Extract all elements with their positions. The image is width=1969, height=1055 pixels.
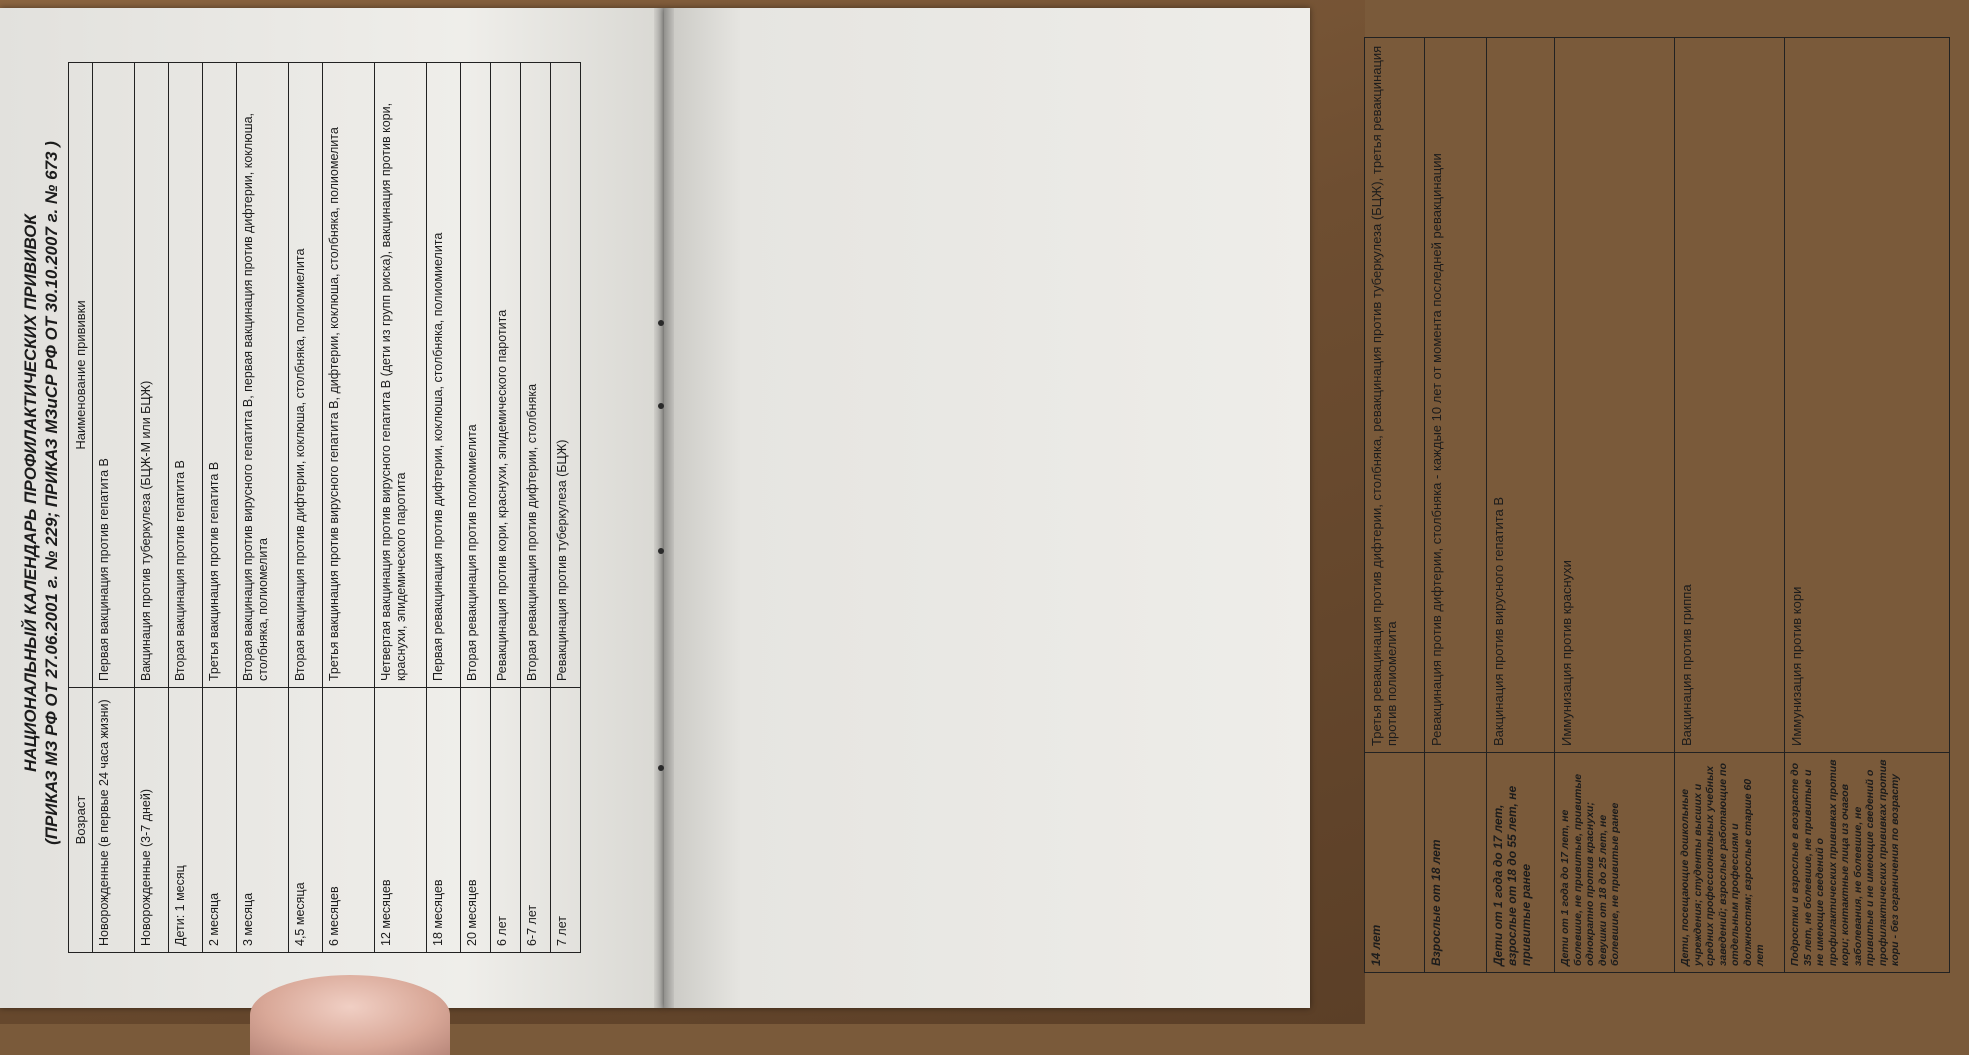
column-header-age: Возраст: [69, 688, 93, 953]
age-cell: Подростки и взрослые в возрасте до 35 лет, не болевшие, не привитые и не имеющие сведений о профилактических прививках против кори; контактные лица из очагов заболевания, не болевшие, не привитые и не имеющие сведений о профилактических прививках против кори - без ограничения по возрасту: [1785, 753, 1950, 973]
booklet-spine: [654, 8, 674, 1008]
left-page: [0, 8, 664, 1008]
vaccine-cell: Вторая вакцинация против дифтерии, коклюша, столбняка, полиомиелита: [289, 63, 323, 688]
age-cell: Дети от 1 года до 17 лет, взрослые от 18 до 55 лет, не привитые ранее: [1487, 753, 1555, 973]
calendar-header: [20, 53, 62, 933]
vaccination-booklet: [0, 8, 1901, 1013]
vaccine-cell: Вторая вакцинация против вирусного гепатита В, первая вакцинация против дифтерии, коклюша, столбняка, полиомелита: [237, 63, 289, 688]
header-order-reference: (ПРИКАЗ МЗ РФ ОТ 27.06.2001 г. № 229; ПРИКАЗ МЗиСР РФ ОТ 30.10.2007 г. № 673 ): [42, 141, 61, 845]
table-header-row: [69, 63, 93, 953]
vaccine-cell: Третья ревакцинация против дифтерии, столбняка, ревакцинация против туберкулеза (БЦЖ), третья ревакцинация против полиомелита: [1365, 38, 1425, 753]
table-row: [289, 63, 323, 953]
thumb: [250, 975, 450, 1055]
table-row: [1785, 38, 1950, 973]
vaccine-cell: Вторая ревакцинация против полиомиелита: [461, 63, 491, 688]
table-row: [203, 63, 237, 953]
table-row: [1675, 38, 1785, 973]
age-cell: 14 лет: [1365, 753, 1425, 973]
table-row: [551, 63, 581, 953]
table-row: [323, 63, 375, 953]
vaccine-cell: Третья вакцинация против вирусного гепатита В, дифтерии, коклюша, столбняка, полиомелита: [323, 63, 375, 688]
age-cell: 18 месяцев: [427, 688, 461, 953]
age-cell: Дети от 1 года до 17 лет, не болевшие, не привитые, привитые однократно против краснухи; девушки от 18 до 25 лет, не болевшие, не привитые ранее: [1555, 753, 1675, 973]
header-title: НАЦИОНАЛЬНЫЙ КАЛЕНДАРЬ ПРОФИЛАКТИЧЕСКИХ ПРИВИВОК: [21, 214, 40, 772]
left-page-content: [20, 38, 660, 983]
age-cell: 6-7 лет: [521, 688, 551, 953]
staple: [658, 320, 664, 326]
age-cell: 6 лет: [491, 688, 521, 953]
age-cell: Взрослые от 18 лет: [1425, 753, 1487, 973]
age-cell: Дети: 1 месяц: [169, 688, 203, 953]
table-row: [375, 63, 427, 953]
vaccine-cell: Третья вакцинация против гепатита В: [203, 63, 237, 688]
vaccine-cell: Ревакцинация против туберкулеза (БЦЖ): [551, 63, 581, 688]
vaccine-cell: Вакцинация против гриппа: [1675, 38, 1785, 753]
vaccine-cell: Вакцинация против туберкулеза (БЦЖ-М или БЦЖ): [135, 63, 169, 688]
table-row: [1365, 38, 1425, 973]
age-cell: Дети, посещающие дошкольные учреждения; студенты высших и средних профессиональных учебных заведений; взрослые работающие по отдельным профессиям и должностям; взрослые старше 60 лет: [1675, 753, 1785, 973]
staple: [658, 548, 664, 554]
table-row: [491, 63, 521, 953]
age-cell: 6 месяцев: [323, 688, 375, 953]
vaccine-cell: Вторая вакцинация против гепатита В: [169, 63, 203, 688]
age-cell: 3 месяца: [237, 688, 289, 953]
age-cell: 20 месяцев: [461, 688, 491, 953]
right-page: [664, 8, 1901, 1008]
vaccine-cell: Первая ревакцинация против дифтерии, коклюша, столбняка, полиомиелита: [427, 63, 461, 688]
table-row: [521, 63, 551, 953]
age-cell: 2 месяца: [203, 688, 237, 953]
table-row: [93, 63, 135, 953]
vaccination-table-left: [68, 62, 581, 953]
age-cell: 12 месяцев: [375, 688, 427, 953]
vaccine-cell: Вакцинация против вирусного гепатита В: [1487, 38, 1555, 753]
age-cell: Новорожденные (3-7 дней): [135, 688, 169, 953]
table-row: [135, 63, 169, 953]
table-row: [237, 63, 289, 953]
table-row: [1487, 38, 1555, 973]
table-row: [1555, 38, 1675, 973]
vaccine-cell: Вторая ревакцинация против дифтерии, столбняка: [521, 63, 551, 688]
table-row: [1425, 38, 1487, 973]
table-row: [461, 63, 491, 953]
vaccine-cell: Иммунизация против кори: [1785, 38, 1950, 753]
vaccine-cell: Иммунизация против краснухи: [1555, 38, 1675, 753]
age-cell: 4,5 месяца: [289, 688, 323, 953]
column-header-vaccine: Наименование прививки: [69, 63, 93, 688]
age-cell: Новорожденные (в первые 24 часа жизни): [93, 688, 135, 953]
vaccine-cell: Четвертая вакцинация против вирусного гепатита В (дети из групп риска), вакцинация против кори, краснухи, эпидемического паротита: [375, 63, 427, 688]
staple: [658, 765, 664, 771]
staple: [658, 403, 664, 409]
right-page-content: [1354, 18, 1969, 983]
vaccine-cell: Ревакцинация против кори, краснухи, эпидемического паротита: [491, 63, 521, 688]
vaccine-cell: Ревакцинация против дифтерии, столбняка - каждые 10 лет от момента последней ревакцинации: [1425, 38, 1487, 753]
age-cell: 7 лет: [551, 688, 581, 953]
vaccination-table-right: [1364, 37, 1950, 973]
table-row: [169, 63, 203, 953]
vaccine-cell: Первая вакцинация против гепатита В: [93, 63, 135, 688]
table-row: [427, 63, 461, 953]
